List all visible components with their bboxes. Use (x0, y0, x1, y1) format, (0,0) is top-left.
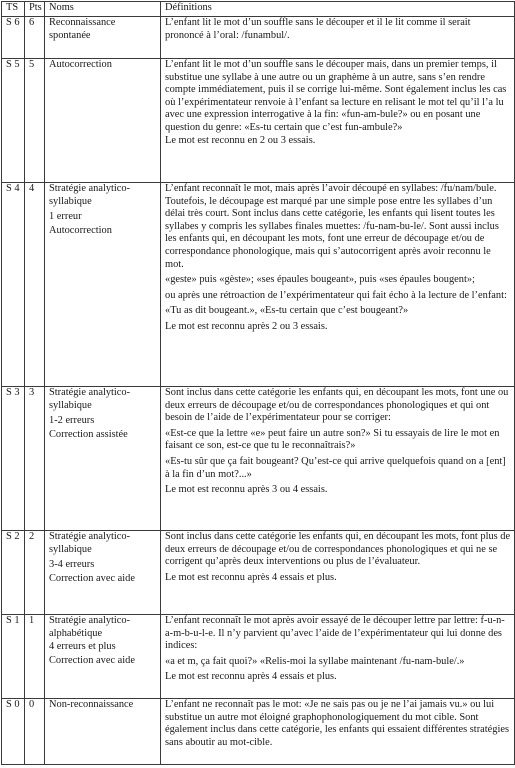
row-noms (45, 17, 161, 59)
row-noms (45, 699, 161, 765)
definition-paragraph: «Est-ce que la lettre «e» peut faire un autre son?» Si tu essayais de lire le mot en faisant ce son, est-ce que tu le reconnaîtrais?» (165, 427, 500, 452)
noms-line: 4 erreurs et plus (49, 641, 116, 653)
noms-line: Correction avec aide (49, 654, 135, 666)
row-pts: 1 (25, 615, 45, 699)
definition-paragraph: Le mot est reconnu après 4 essais et plus. (165, 671, 337, 683)
noms-line: Correction assistée (49, 428, 128, 440)
row-noms (45, 59, 161, 183)
noms-line: Stratégie analytico-syllabique (49, 183, 131, 207)
row-ts: S 5 (2, 59, 25, 183)
row-pts: 4 (25, 183, 45, 387)
definition-paragraph: Le mot est reconnu après 2 ou 3 essais. (165, 320, 328, 332)
noms-line: Autocorrection (49, 59, 112, 70)
row-definition (161, 531, 515, 615)
row-definition (161, 183, 515, 387)
row-noms (45, 387, 161, 531)
table-row (2, 59, 515, 183)
definition-paragraph: L’enfant ne reconnaît pas le mot: «Je ne sais pas ou je ne l’ai jamais vu.» ou lui substitue un autre mot éloigné graphophonologiquement du mot cible. Sont également inclus dans cette catégorie, les enfants qui essaient différentes stratégies sans aboutir au mot-cible. (165, 699, 510, 748)
definition-paragraph: «Es-tu sûr que ça fait bougeant? Qu’est-ce qui arrive quelquefois quand on a [ent] à la fin d’un mot?...» (165, 455, 506, 480)
definition-paragraph: «geste» puis «gèste»; «ses épaules bougeant», puis «ses épaules bougent»; (165, 274, 475, 286)
row-noms (45, 615, 161, 699)
row-noms (45, 531, 161, 615)
noms-line: 1-2 erreurs (49, 415, 95, 427)
row-definition (161, 699, 515, 765)
noms-line: Autocorrection (49, 224, 112, 236)
header-noms: Noms (45, 2, 161, 17)
noms-line: Stratégie analytico-syllabique (49, 531, 131, 555)
noms-line: Non-reconnaissance (49, 699, 134, 710)
row-pts: 0 (25, 699, 45, 765)
noms-line: Stratégie analytico-alphabétique (49, 615, 131, 639)
row-ts: S 6 (2, 17, 25, 59)
noms-line: 1 erreur (49, 211, 82, 223)
noms-line: Stratégie analytico-syllabique (49, 387, 131, 411)
header-ts: TS (2, 2, 25, 17)
noms-line: Correction avec aide (49, 572, 135, 584)
row-ts: S 2 (2, 531, 25, 615)
definition-paragraph: L’enfant lit le mot d’un souffle sans le découper et il le lit comme il serait prononcé à l’oral: /funambul/. (165, 17, 471, 41)
row-definition (161, 387, 515, 531)
definition-paragraph: L’enfant reconnaît le mot après avoir essayé de le découper lettre par lettre: f-u-n-a-m-b-u-l-e. Il n’y parvient qu’avec l’aide de l’expérimentateur qui lui donne des indices: (165, 615, 505, 652)
header-pts: Pts (25, 2, 45, 17)
row-pts: 2 (25, 531, 45, 615)
definition-paragraph: Le mot est reconnu en 2 ou 3 essais. (165, 134, 316, 146)
table-row (2, 531, 515, 615)
definition-paragraph: ou après une rétroaction de l’expérimentateur qui fait écho à la lecture de l’enfant: (165, 289, 507, 301)
table-row (2, 17, 515, 59)
row-pts: 6 (25, 17, 45, 59)
noms-line: 3-4 erreurs (49, 559, 95, 571)
row-ts: S 1 (2, 615, 25, 699)
row-pts: 5 (25, 59, 45, 183)
row-pts: 3 (25, 387, 45, 531)
header-definitions: Définitions (161, 2, 515, 17)
table-row (2, 387, 515, 531)
definition-paragraph: «Tu as dit bougeant.», «Es-tu certain que c’est bougeant?» (165, 305, 409, 317)
table-row (2, 699, 515, 765)
row-ts: S 0 (2, 699, 25, 765)
definition-paragraph: L’enfant reconnaît le mot, mais après l’avoir découpé en syllabes: /fu/nam/bule. Toutefois, le découpage est marqué par une simple pose entre les syllabes d’un délai très court. Sont inclus dans cette catégorie, les enfants qui lisent toutes les syllabes y compris les syllabes finales muettes: /fu-nam-bu-le/. Sont aussi inclus les enfants qui, en découpant les mots, font une erreur de découpage et/ou de correspondance phonologique, mais qui s’autocorrigent après avoir reconnu le mot. (165, 183, 499, 270)
row-definition (161, 17, 515, 59)
definition-paragraph: Le mot est reconnu après 4 essais et plus. (165, 571, 337, 583)
row-ts: S 4 (2, 183, 25, 387)
table-row (2, 183, 515, 387)
header-row (2, 2, 515, 17)
strategy-scoring-table (1, 1, 515, 765)
definition-paragraph: L’enfant lit le mot d’un souffle sans le découper mais, dans un premier temps, il substitue une syllabe à une autre ou un graphème à un autre, sans s’en rendre compte immédiatement, puis il se corrige lui-même. Sont également inclus les cas où l’expérimentateur renvoie à l’enfant sa lecture en relisant le mot tel qu’il l’a lu avec une expression interrogative à la fin: «fun-am-bule?» ou en posant une question du genre: «Es-tu certain que c’est fun-ambule?» (165, 59, 507, 133)
row-ts: S 3 (2, 387, 25, 531)
row-definition (161, 615, 515, 699)
definition-paragraph: Sont inclus dans cette catégorie les enfants qui, en découpant les mots, font plus de deux erreurs de découpage et/ou de correspondances phonologiques et qui ne se corrigent qu’après deux interventions ou plus de l’évaluateur. (165, 531, 511, 568)
definition-paragraph: Le mot est reconnu après 3 ou 4 essais. (165, 484, 328, 496)
row-definition (161, 59, 515, 183)
table-row (2, 615, 515, 699)
definition-paragraph: Sont inclus dans cette catégorie les enfants qui, en découpant les mots, font une ou deux erreurs de découpage et/ou de correspondances phonologiques et qui ont besoin de l’aide de l’expérimentateur pour se corriger: (165, 387, 509, 424)
definition-paragraph: «a et m, ça fait quoi?» «Relis-moi la syllabe maintenant /fu-nam-bule/.» (165, 655, 465, 667)
noms-line: Reconnaissance spontanée (49, 17, 116, 41)
row-noms (45, 183, 161, 387)
